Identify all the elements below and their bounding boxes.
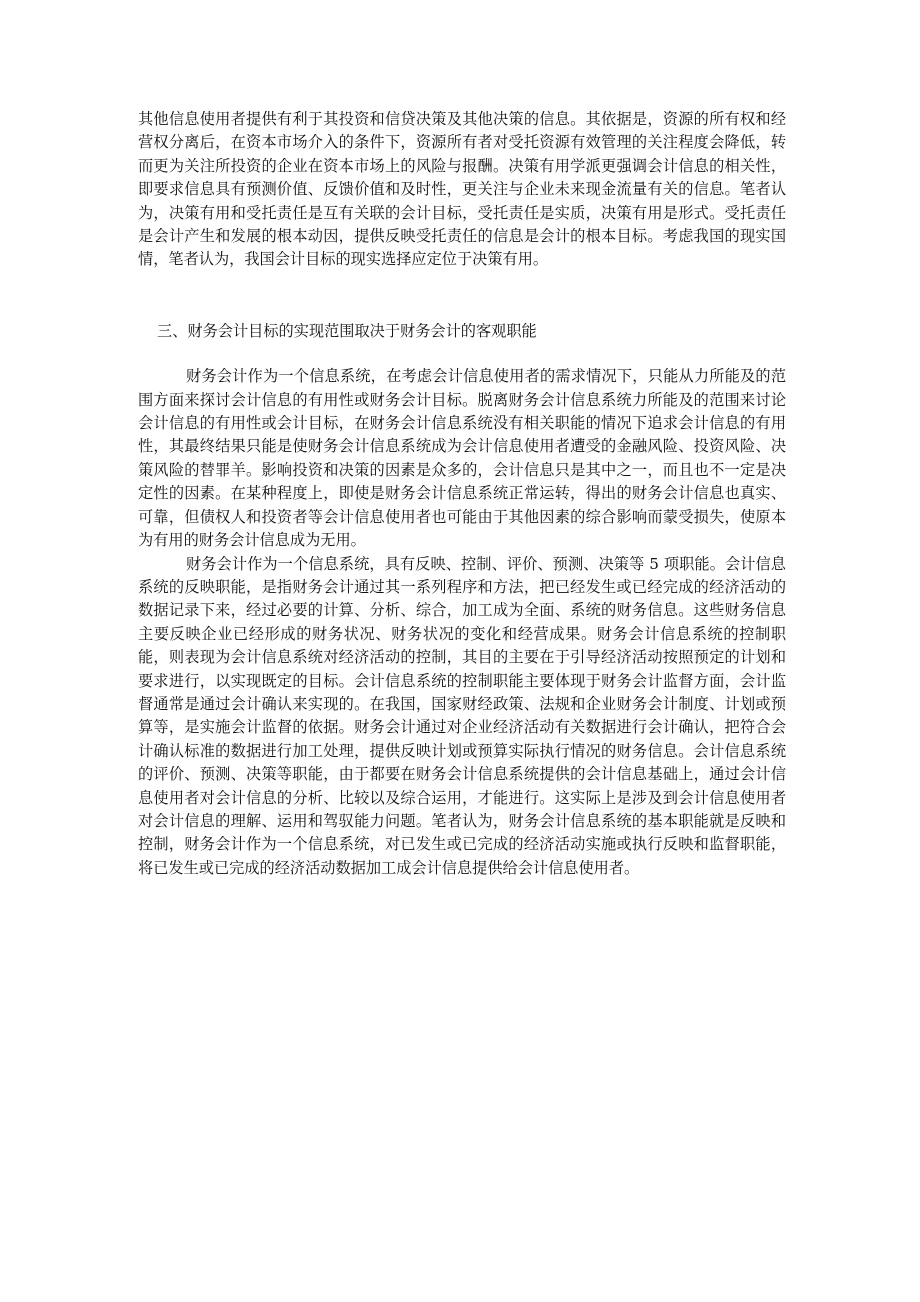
section-heading: 三、财务会计目标的实现范围取决于财务会计的客观职能 [157,321,537,340]
paragraph-scope-of-usefulness: 财务会计作为一个信息系统，在考虑会计信息使用者的需求情况下，只能从力所能及的范围方面来探讨会计信息的有用性或财务会计目标。脱离财务会计信息系统力所能及的范围来讨论会计信息的有用性或会计目标，在财务会计信息系统没有相关职能的情况下追求会计信息的有用性，其最终结果只能是使财务会计信息系统成为会计信息使用者遭受的金融风险、投资风险、决策风险的替罪羊。影响投资和决策的因素是众多的，会计信息只是其中之一，而且也不一定是决定性的因素。在某种程度上，即使是财务会计信息系统正常运转，得出的财务会计信息也真实、可靠，但债权人和投资者等会计信息使用者也可能由于其他因素的综合影响而蒙受损失，使原本为有用的财务会计信息成为无用。 [138,367,786,550]
paragraph-decision-usefulness: 其他信息使用者提供有利于其投资和信贷决策及其他决策的信息。其依据是，资源的所有权和经营权分离后，在资本市场介入的条件下，资源所有者对受托资源有效管理的关注程度会降低，转而更为关注所投资的企业在资本市场上的风险与报酬。决策有用学派更强调会计信息的相关性，即要求信息具有预测价值、反馈价值和及时性，更关注与企业未来现金流量有关的信息。笔者认为，决策有用和受托责任是互有关联的会计目标，受托责任是实质，决策有用是形式。受托责任是会计产生和发展的根本动因，提供反映受托责任的信息是会计的根本目标。考虑我国的现实国情，笔者认为，我国会计目标的现实选择应定位于决策有用。 [138,110,786,269]
document-page [138,108,786,880]
paragraph-accounting-functions: 财务会计作为一个信息系统，具有反映、控制、评价、预测、决策等 5 项职能。会计信息系统的反映职能，是指财务会计通过其一系列程序和方法，把已经发生或已经完成的经济活动的数据记录下来，经过必要的计算、分析、综合，加工成为全面、系统的财务信息。这些财务信息主要反映企业已经形成的财务状况、财务状况的变化和经营成果。财务会计信息系统的控制职能，则表现为会计信息系统对经济活动的控制，其目的主要在于引导经济活动按照预定的计划和要求进行，以实现既定的目标。会计信息系统的控制职能主要体现于财务会计监督方面，会计监督通常是通过会计确认来实现的。在我国，国家财经政策、法规和企业财务会计制度、计划或预算等，是实施会计监督的依据。财务会计通过对企业经济活动有关数据进行会计确认，把符合会计确认标准的数据进行加工处理，提供反映计划或预算实际执行情况的财务信息。会计信息系统的评价、预测、决策等职能，由于都要在财务会计信息系统提供的会计信息基础上，通过会计信息使用者对会计信息的分析、比较以及综合运用，才能进行。这实际上是涉及到会计信息使用者对会计信息的理解、运用和驾驭能力问题。笔者认为，财务会计信息系统的基本职能就是反映和控制，财务会计作为一个信息系统，对已发生或已完成的经济活动实施或执行反映和监督职能，将已发生或已完成的经济活动数据加工成会计信息提供给会计信息使用者。 [138,554,786,877]
